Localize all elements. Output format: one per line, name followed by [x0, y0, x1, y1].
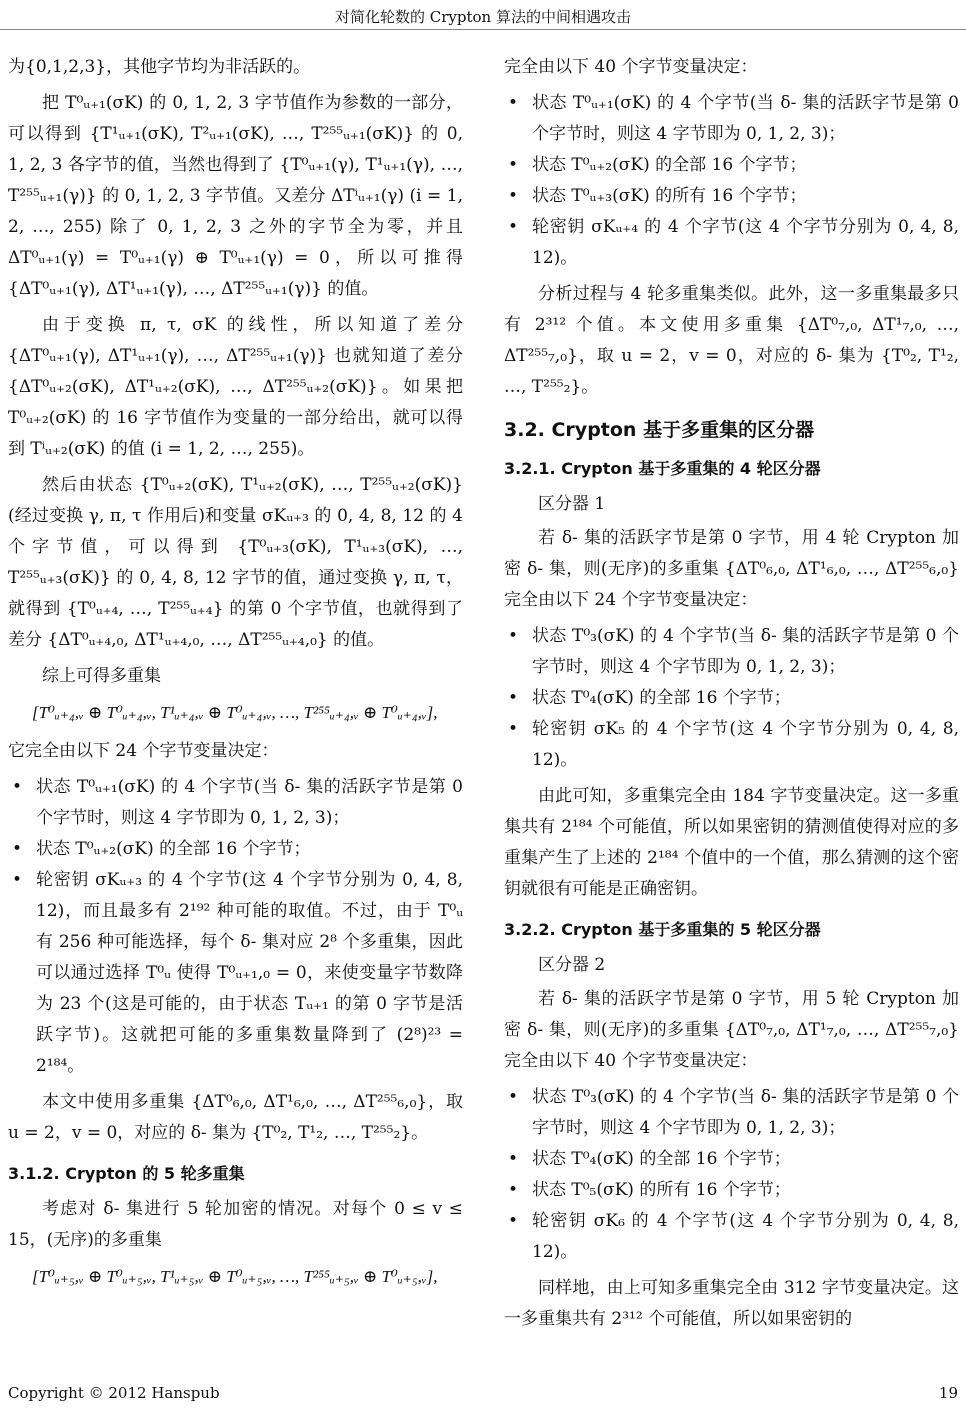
list-item: • 轮密钥 σK₅ 的 4 个字节(这 4 个字节分别为 0, 4, 8, 12)。 — [504, 714, 959, 776]
list-item: • 状态 T⁰₃(σK) 的 4 个字节(当 δ- 集的活跃字节是第 0 个字节时，则这 4 个字节即为 0, 1, 2, 3)； — [504, 1082, 959, 1144]
bullet-list — [504, 88, 959, 274]
section-heading-3-2-1: 3.2.1. Crypton 基于多重集的 4 轮区分器 — [504, 459, 821, 478]
list-item: • 轮密钥 σKᵤ₊₃ 的 4 个字节(这 4 个字节分别为 0, 4, 8, 12)，而且最多有 2¹⁹² 种可能的取值。不过，由于 T⁰ᵤ 有 256 种可能选择，每个 δ- 集对应 2⁸ 个多重集，因此可以通过选择 T⁰ᵤ 使得 T⁰ᵤ₊₁,₀ = 0，来使变量字节数降为 23 个(这是可能的，由于状态 Tᵤ₊₁ 的第 0 字节是活跃字节)。这就把可能的多重集数量降到了 (2⁸)²³ = 2¹⁸⁴。 — [8, 865, 463, 1082]
list-item: • 状态 T⁰ᵤ₊₂(σK) 的全部 16 个字节； — [8, 834, 463, 865]
paragraph: 本文中使用多重集 {ΔT⁰₆,₀, ΔT¹₆,₀, …, ΔT²⁵⁵₆,₀}，取 u = 2，v = 0，对应的 δ- 集为 {T⁰₂, T¹₂, …, T²⁵⁵₂}。 — [8, 1092, 463, 1143]
list-item: • 状态 T⁰₅(σK) 的所有 16 个字节； — [504, 1175, 959, 1206]
list-item: • 轮密钥 σK₆ 的 4 个字节(这 4 个字节分别为 0, 4, 8, 12)。 — [504, 1206, 959, 1268]
running-header: 对简化轮数的 Crypton 算法的中间相遇攻击 — [335, 8, 631, 26]
left-column — [8, 52, 463, 1300]
list-item: • 状态 T⁰ᵤ₊₁(σK) 的 4 个字节(当 δ- 集的活跃字节是第 0 个字节时，则这 4 字节即为 0, 1, 2, 3)； — [504, 88, 959, 150]
section-heading-3-2-2: 3.2.2. Crypton 基于多重集的 5 轮区分器 — [504, 920, 821, 939]
paragraph: 综上可得多重集 — [42, 666, 161, 686]
section-heading-3-2: 3.2. Crypton 基于多重集的区分器 — [504, 419, 815, 441]
page-number: 19 — [938, 1384, 958, 1402]
distinguisher-label: 区分器 2 — [538, 955, 606, 975]
distinguisher-label: 区分器 1 — [538, 494, 606, 514]
paragraph: 若 δ- 集的活跃字节是第 0 字节，用 4 轮 Crypton 加密 δ- 集，则(无序)的多重集 {ΔT⁰₆,₀, ΔT¹₆,₀, …, ΔT²⁵⁵₆,₀} 完全由以下 24 个字节变量决定： — [504, 528, 959, 610]
paragraph: 由此可知，多重集完全由 184 字节变量决定。这一多重集共有 2¹⁸⁴ 个可能值，所以如果密钥的猜测值使得对应的多重集产生了上述的 2¹⁸⁴ 个值中的一个值，那么猜测的这个密钥就很有可能是正确密钥。 — [504, 786, 959, 899]
paragraph: 完全由以下 40 个字节变量决定： — [504, 57, 758, 77]
list-item: • 状态 T⁰₄(σK) 的全部 16 个字节； — [504, 1144, 959, 1175]
paragraph: 为{0,1,2,3}，其他字节均为非活跃的。 — [8, 57, 311, 77]
list-item: • 状态 T⁰ᵤ₊₁(σK) 的 4 个字节(当 δ- 集的活跃字节是第 0 个字节时，则这 4 字节即为 0, 1, 2, 3)； — [8, 772, 463, 834]
paragraph: 分析过程与 4 轮多重集类似。此外，这一多重集最多只有 2³¹² 个值。本文使用多重集 {ΔT⁰₇,₀, ΔT¹₇,₀, …, ΔT²⁵⁵₇,₀}，取 u = 2，v = 0，对应的 δ- 集为 {T⁰₂, T¹₂, …, T²⁵⁵₂}。 — [504, 284, 959, 397]
list-item: • 状态 T⁰ᵤ₊₃(σK) 的所有 16 个字节； — [504, 181, 959, 212]
list-item: • 状态 T⁰₄(σK) 的全部 16 个字节； — [504, 683, 959, 714]
equation-multiset-4round: [T⁰ᵤ₊₄,ᵥ ⊕ T⁰ᵤ₊₄,ᵥ, T¹ᵤ₊₄,ᵥ ⊕ T⁰ᵤ₊₄,ᵥ, …, T²⁵⁵ᵤ₊₄,ᵥ ⊕ T⁰ᵤ₊₄,ᵥ], — [32, 703, 438, 722]
paragraph: 考虑对 δ- 集进行 5 轮加密的情况。对每个 0 ≤ v ≤ 15，(无序)的多重集 — [8, 1199, 463, 1250]
bullet-list — [504, 1082, 959, 1268]
paragraph: 若 δ- 集的活跃字节是第 0 字节，用 5 轮 Crypton 加密 δ- 集，则(无序)的多重集 {ΔT⁰₇,₀, ΔT¹₇,₀, …, ΔT²⁵⁵₇,₀} 完全由以下 40 个字节变量决定： — [504, 989, 959, 1071]
paragraph: 由于变换 π, τ, σK 的线性，所以知道了差分 {ΔT⁰ᵤ₊₁(γ), ΔT¹ᵤ₊₁(γ), …, ΔT²⁵⁵ᵤ₊₁(γ)} 也就知道了差分 {ΔT⁰ᵤ₊₂(σK), ΔT¹ᵤ₊₂(σK), …, ΔT²⁵⁵ᵤ₊₂(σK)}。如果把 T⁰ᵤ₊₂(σK) 的 16 字节值作为变量的一部分给出，就可以得到 Tⁱᵤ₊₂(σK) 的值 (i = 1, 2, …, 255)。 — [8, 315, 463, 459]
bullet-list — [504, 621, 959, 776]
paragraph: 同样地，由上可知多重集完全由 312 字节变量决定。这一多重集共有 2³¹² 个可能值，所以如果密钥的 — [504, 1278, 959, 1329]
copyright-text: Copyright © 2012 Hanspub — [8, 1384, 220, 1402]
right-column — [504, 52, 959, 1340]
section-heading-3-1-2: 3.1.2. Crypton 的 5 轮多重集 — [8, 1164, 245, 1183]
equation-multiset-5round: [T⁰ᵤ₊₅,ᵥ ⊕ T⁰ᵤ₊₅,ᵥ, T¹ᵤ₊₅,ᵥ ⊕ T⁰ᵤ₊₅,ᵥ, …, T²⁵⁵ᵤ₊₅,ᵥ ⊕ T⁰ᵤ₊₅,ᵥ], — [32, 1267, 438, 1286]
list-item: • 状态 T⁰ᵤ₊₂(σK) 的全部 16 个字节； — [504, 150, 959, 181]
paragraph: 把 T⁰ᵤ₊₁(σK) 的 0, 1, 2, 3 字节值作为参数的一部分，可以得到 {T¹ᵤ₊₁(σK), T²ᵤ₊₁(σK), …, T²⁵⁵ᵤ₊₁(σK)} 的 0, 1, 2, 3 各字节的值，当然也得到了 {T⁰ᵤ₊₁(γ), T¹ᵤ₊₁(γ), …, T²⁵⁵ᵤ₊₁(γ)} 的 0, 1, 2, 3 字节值。又差分 ΔTⁱᵤ₊₁(γ) (i = 1, 2, …, 255) 除了 0, 1, 2, 3 之外的字节全为零，并且 ΔT⁰ᵤ₊₁(γ) = T⁰ᵤ₊₁(γ) ⊕ T⁰ᵤ₊₁(γ) = 0，所以可推得 {ΔT⁰ᵤ₊₁(γ), ΔT¹ᵤ₊₁(γ), …, ΔT²⁵⁵ᵤ₊₁(γ)} 的值。 — [8, 93, 463, 299]
list-item: • 状态 T⁰₃(σK) 的 4 个字节(当 δ- 集的活跃字节是第 0 个字节时，则这 4 个字节即为 0, 1, 2, 3)； — [504, 621, 959, 683]
paragraph: 然后由状态 {T⁰ᵤ₊₂(σK), T¹ᵤ₊₂(σK), …, T²⁵⁵ᵤ₊₂(σK)} (经过变换 γ, π, τ 作用后)和变量 σKᵤ₊₃ 的 0, 4, 8, 12 的 4 个字节值，可以得到 {T⁰ᵤ₊₃(σK), T¹ᵤ₊₃(σK), …, T²⁵⁵ᵤ₊₃(σK)} 的 0, 4, 8, 12 字节的值，通过变换 γ, π, τ，就得到 {T⁰ᵤ₊₄, …, T²⁵⁵ᵤ₊₄} 的第 0 个字节值，也就得到了差分 {ΔT⁰ᵤ₊₄,₀, ΔT¹ᵤ₊₄,₀, …, ΔT²⁵⁵ᵤ₊₄,₀} 的值。 — [8, 475, 463, 650]
paragraph: 它完全由以下 24 个字节变量决定： — [8, 741, 279, 761]
list-item: • 轮密钥 σKᵤ₊₄ 的 4 个字节(这 4 个字节分别为 0, 4, 8, 12)。 — [504, 212, 959, 274]
header-rule — [0, 29, 966, 30]
bullet-list — [8, 772, 463, 1082]
